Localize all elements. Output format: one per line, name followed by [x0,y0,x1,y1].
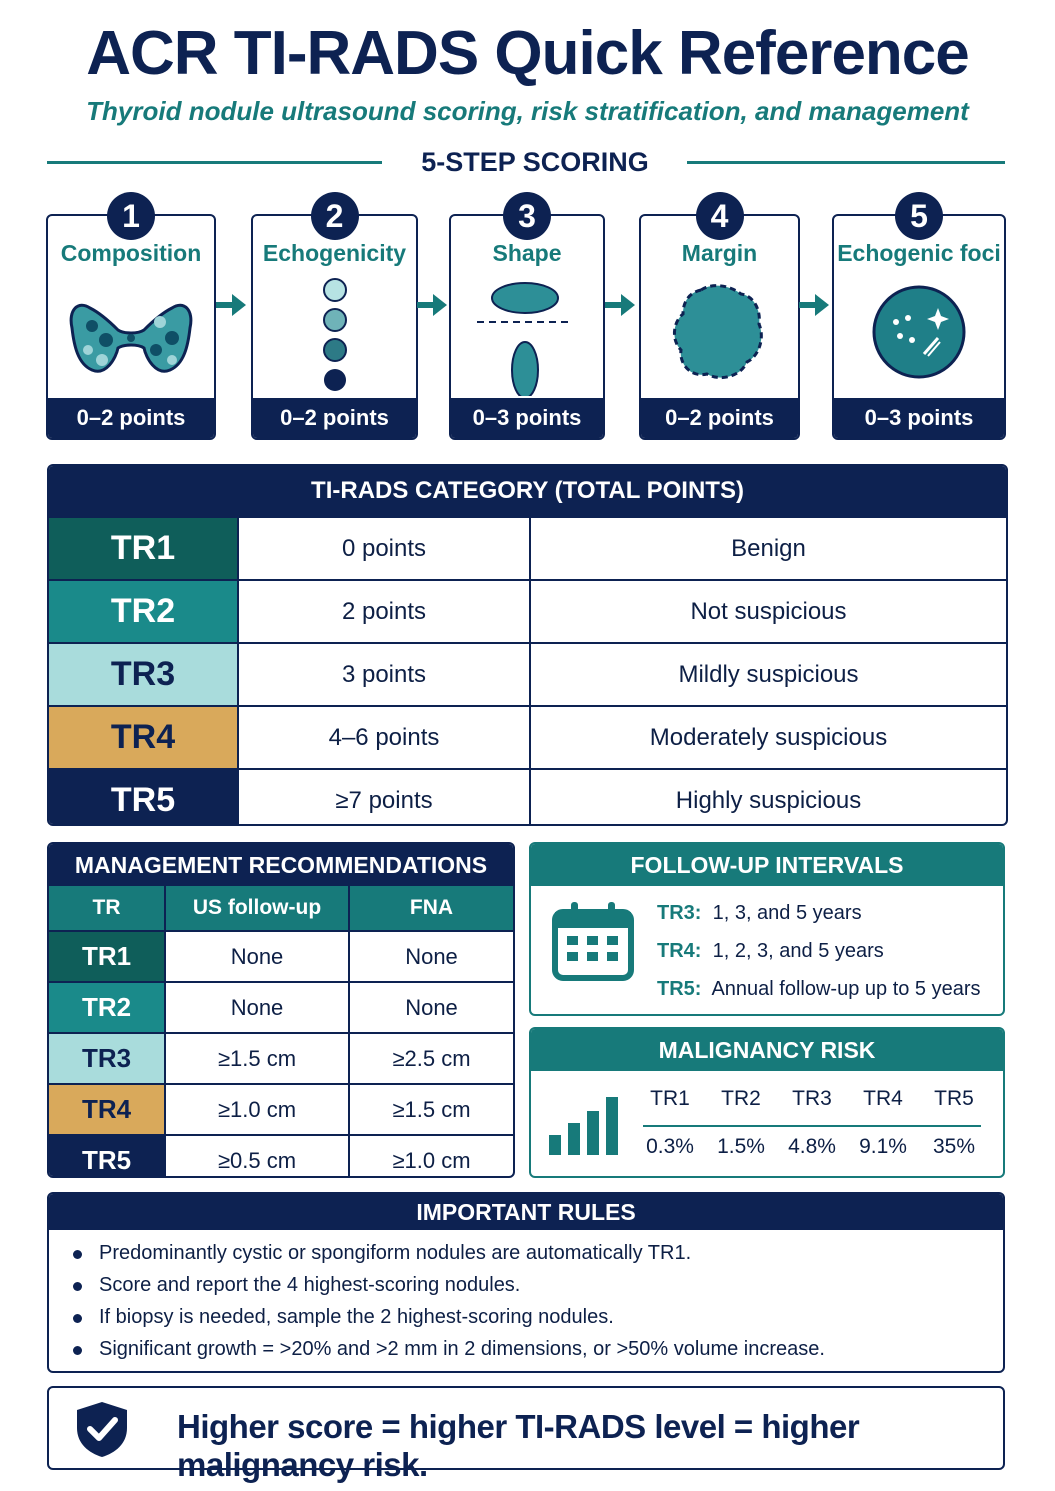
column-header: TR [49,886,166,930]
risk-value: 0.3% [646,1135,694,1158]
followup-item [657,902,862,925]
category-tr: TR3 [49,644,239,705]
arrow-right-icon [214,290,248,320]
divider-right [687,161,1005,164]
management-fna: ≥1.0 cm [392,1148,471,1173]
step-points: 0–2 points [253,398,416,438]
risk-value: 35% [932,1135,976,1158]
step-points: 0–3 points [451,398,603,438]
step-number: 5 [895,192,943,240]
rule-item: Score and report the 4 highest-scoring nodules. [99,1274,521,1296]
table-row [49,642,1006,705]
step-points: 0–3 points [834,398,1004,438]
followup-item [657,978,981,1001]
step-label: Margin [681,240,758,266]
arrow-right-icon [415,290,449,320]
steps-heading: 5-STEP SCORING [421,147,649,177]
category-points: ≥7 points [239,770,531,826]
category-points: 3 points [239,644,531,705]
category-tr: TR1 [49,518,239,579]
rule-item: Significant growth = >20% and >2 mm in 2 dimensions, or >50% volume increase. [99,1338,825,1360]
management-fna: ≥1.5 cm [392,1097,471,1122]
followup-tr: TR4: [657,940,702,962]
category-description: Moderately suspicious [649,724,888,751]
step-points: 0–2 points [641,398,798,438]
step-card-composition [46,198,216,440]
management-us: None [166,983,350,1032]
table-row [49,981,513,1032]
step-points: 0–2 points [48,398,214,438]
risk-tr-label: TR1 [650,1087,690,1110]
category-points: 2 points [239,581,531,642]
category-heading: TI-RADS CATEGORY (TOTAL POINTS) [49,466,1006,516]
rules-heading: IMPORTANT RULES [49,1194,1003,1230]
risk-tr-label: TR4 [863,1087,903,1110]
table-row [49,1134,513,1178]
management-us: ≥0.5 cm [166,1136,350,1178]
step-label: Echogenic foci [837,240,1001,266]
management-tr: TR4 [49,1085,166,1134]
risk-tr-label: TR2 [721,1087,761,1110]
category-tr: TR4 [49,707,239,768]
risk-value: 9.1% [859,1135,907,1158]
management-tr: TR1 [49,932,166,981]
followup-text: 1, 3, and 5 years [712,902,862,924]
table-row [49,1032,513,1083]
followup-item [657,940,884,963]
step-label: Composition [60,240,202,266]
followup-heading: FOLLOW-UP INTERVALS [531,844,1003,886]
category-table [47,464,1008,826]
followup-text: Annual follow-up up to 5 years [711,978,981,1000]
followup-tr: TR5: [657,978,702,1000]
risk-tr-label: TR5 [934,1087,974,1110]
management-fna: None [405,995,458,1020]
summary-text: Higher score = higher TI-RADS level = higher malignancy risk. [177,1408,860,1483]
arrow-right-icon [797,290,831,320]
column-header: FNA [409,896,454,919]
rules-panel [47,1192,1005,1373]
echogenic-foci-icon [834,278,1004,396]
step-number: 3 [503,192,551,240]
category-tr: TR2 [49,581,239,642]
risk-tr-label: TR3 [792,1087,832,1110]
management-us: ≥1.5 cm [166,1034,350,1083]
step-number: 4 [696,192,744,240]
shape-icon [451,278,603,396]
table-row [49,768,1006,826]
step-card-echogenic-foci [832,198,1006,440]
management-tr: TR2 [49,983,166,1032]
step-label: Shape [492,240,562,266]
management-us: None [166,932,350,981]
thyroid-icon [48,278,214,396]
malignancy-risk-panel [529,1027,1005,1178]
table-row [49,516,1006,579]
management-fna: ≥2.5 cm [392,1046,471,1071]
category-points: 4–6 points [239,707,531,768]
step-number: 2 [311,192,359,240]
risk-value: 4.8% [788,1135,836,1158]
risk-divider [643,1125,981,1127]
category-points: 0 points [239,518,531,579]
category-description: Not suspicious [690,598,847,625]
risk-heading: MALIGNANCY RISK [531,1029,1003,1071]
category-description: Mildly suspicious [678,661,859,688]
step-label: Echogenicity [262,240,407,266]
management-tr: TR5 [49,1136,166,1178]
followup-panel [529,842,1005,1016]
shield-check-icon [73,1400,131,1458]
risk-value: 1.5% [717,1135,765,1158]
step-card-echogenicity [251,198,418,440]
margin-icon [641,278,798,396]
divider-left [47,161,382,164]
category-description: Benign [731,535,806,562]
table-row [49,579,1006,642]
column-header: US follow-up [166,886,350,930]
rule-item: Predominantly cystic or spongiform nodules are automatically TR1. [99,1242,692,1264]
step-card-shape [449,198,605,440]
table-row [49,1083,513,1134]
category-tr: TR5 [49,770,239,826]
management-fna: None [405,944,458,969]
management-heading: MANAGEMENT RECOMMENDATIONS [49,844,513,886]
table-header-row [49,886,513,930]
category-description: Highly suspicious [675,787,862,814]
followup-tr: TR3: [657,902,702,924]
rule-item: If biopsy is needed, sample the 2 highest-scoring nodules. [99,1306,614,1328]
arrow-right-icon [603,290,637,320]
table-row [49,930,513,981]
step-card-margin [639,198,800,440]
management-us: ≥1.0 cm [166,1085,350,1134]
table-row [49,705,1006,768]
page-subtitle: Thyroid nodule ultrasound scoring, risk stratification, and management [86,96,969,126]
echogenicity-scale-icon [253,278,416,396]
bar-chart-icon [547,1097,621,1155]
management-table [47,842,515,1178]
followup-text: 1, 2, 3, and 5 years [712,940,884,962]
management-tr: TR3 [49,1034,166,1083]
page-title: ACR TI-RADS Quick Reference [86,19,969,88]
summary-banner [47,1386,1005,1483]
step-number: 1 [107,192,155,240]
calendar-icon [551,900,635,984]
